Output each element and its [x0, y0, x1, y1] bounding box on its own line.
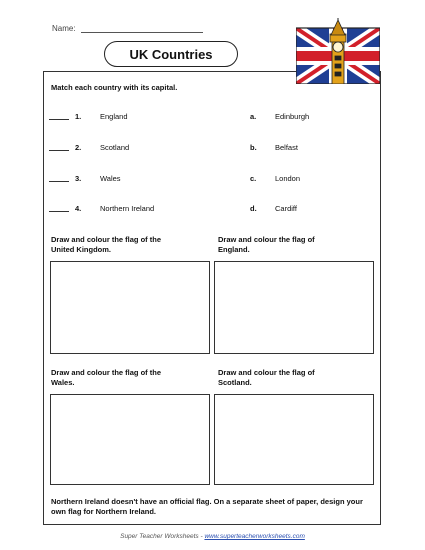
drawing-box-england[interactable] [214, 261, 374, 354]
country-name: Scotland [100, 143, 130, 152]
draw-prompt-line: Draw and colour the flag of the [51, 235, 162, 244]
match-row-2 [49, 142, 379, 154]
drawing-box-scotland[interactable] [214, 394, 374, 485]
draw-prompt-uk [51, 235, 201, 255]
credit-link[interactable]: www.superteacherworksheets.com [204, 533, 305, 540]
capital-name: London [275, 174, 301, 183]
option-letter: b. [250, 143, 257, 152]
northern-ireland-note: Northern Ireland doesn't have an official flag. On a separate sheet of paper, design your own flag for Northern Ireland. [51, 497, 363, 516]
option-letter: c. [250, 174, 257, 183]
answer-blank[interactable] [49, 211, 69, 212]
draw-prompt-line: England. [218, 245, 250, 254]
draw-prompt-england [218, 235, 368, 255]
draw-prompt-line: Wales. [51, 378, 75, 387]
credit-separator: - [200, 533, 203, 540]
name-blank-line[interactable] [81, 24, 203, 33]
capital-name: Edinburgh [275, 112, 310, 121]
capital-name: Cardiff [275, 204, 297, 213]
country-name: Northern Ireland [100, 204, 155, 213]
draw-prompt-line: Draw and colour the flag of [218, 235, 315, 244]
match-row-4 [49, 203, 379, 215]
draw-prompt-line: Draw and colour the flag of the [51, 368, 162, 377]
draw-prompt-line: Scotland. [218, 378, 252, 387]
option-letter: a. [250, 112, 257, 121]
draw-prompt-line: Draw and colour the flag of [218, 368, 315, 377]
draw-prompt-line: United Kingdom. [51, 245, 111, 254]
capital-name: Belfast [275, 143, 298, 152]
answer-blank[interactable] [49, 119, 69, 120]
match-row-1 [49, 111, 379, 123]
question-number: 1. [75, 112, 82, 121]
country-name: England [100, 112, 128, 121]
country-name: Wales [100, 174, 121, 183]
question-number: 4. [75, 204, 82, 213]
worksheet-title: UK Countries [104, 41, 238, 67]
question-number: 3. [75, 174, 82, 183]
drawing-box-wales[interactable] [50, 394, 210, 485]
option-letter: d. [250, 204, 257, 213]
name-field [52, 24, 203, 33]
draw-prompt-wales [51, 368, 201, 388]
answer-blank[interactable] [49, 150, 69, 151]
drawing-box-uk[interactable] [50, 261, 210, 354]
union-jack-big-ben-icon [296, 18, 380, 84]
match-row-3 [49, 173, 379, 185]
draw-prompt-scotland [218, 368, 368, 388]
credit-site: Super Teacher Worksheets [120, 533, 199, 540]
question-number: 2. [75, 143, 82, 152]
page-credit [0, 533, 425, 540]
answer-blank[interactable] [49, 181, 69, 182]
name-label: Name: [52, 24, 76, 33]
matching-instruction: Match each country with its capital. [51, 83, 178, 92]
